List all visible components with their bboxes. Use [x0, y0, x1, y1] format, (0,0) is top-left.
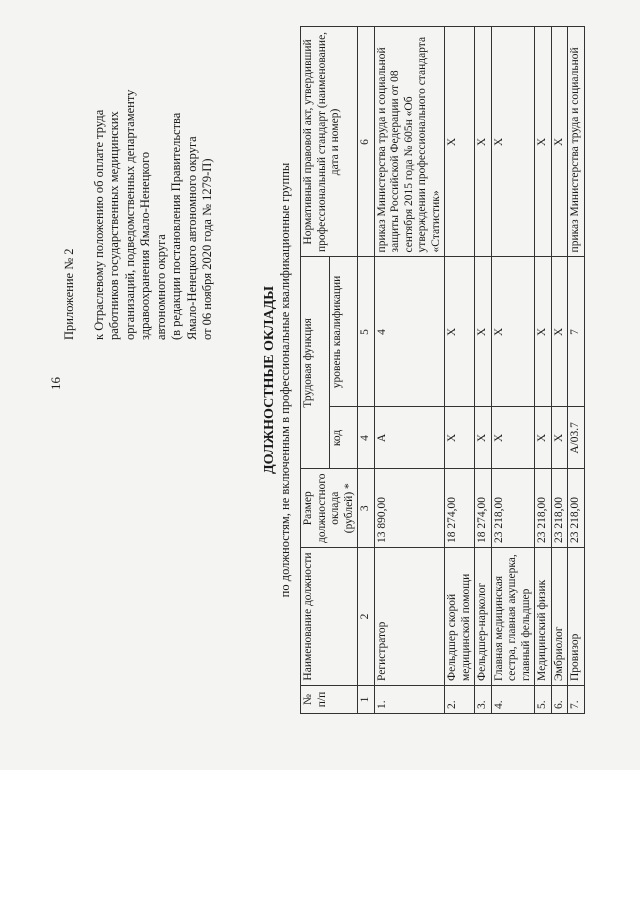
row-act: Х: [491, 27, 535, 257]
row-name: Фельдшер скорой медицинской помощи: [445, 548, 475, 686]
row-salary: 18 274,00: [445, 469, 475, 548]
appendix-line: работников государственных медицинских: [107, 111, 121, 340]
header-qualification: уровень квалификации: [329, 257, 358, 407]
row-num: 1.: [374, 686, 445, 714]
row-act: Х: [535, 27, 552, 257]
row-code: Х: [475, 407, 492, 469]
row-salary: 13 890,00: [374, 469, 445, 548]
row-num: 2.: [445, 686, 475, 714]
row-num: 4.: [491, 686, 535, 714]
appendix-block: [62, 10, 216, 340]
row-level: Х: [475, 257, 492, 407]
row-name: Главная медицинская сестра, главная акушерка, главный фельдшер: [491, 548, 535, 686]
row-level: Х: [491, 257, 535, 407]
table-row: [445, 27, 475, 714]
header-num: № п/п: [301, 686, 358, 714]
appendix-line: автономного округа: [153, 234, 168, 340]
row-name: Медицинский физик: [535, 548, 552, 686]
row-level: Х: [445, 257, 475, 407]
row-code: А/03.7: [568, 407, 585, 469]
appendix-line: здравоохранения Ямало-Ненецкого: [138, 151, 152, 340]
column-number: 1: [358, 686, 375, 714]
row-salary: 23 218,00: [535, 469, 552, 548]
salary-table: [300, 26, 585, 714]
appendix-title: Приложение № 2: [62, 248, 76, 340]
column-number: 2: [358, 548, 375, 686]
row-level: Х: [551, 257, 568, 407]
table-row: [374, 27, 445, 714]
column-number: 6: [358, 27, 375, 257]
header-act: Нормативный правовой акт, утвердивший профессиональный стандарт (наименование, дата и номер): [301, 27, 358, 257]
row-name: Регистратор: [374, 548, 445, 686]
table-row: [475, 27, 492, 714]
table-row: [568, 27, 585, 714]
row-act: приказ Министерства труда и социальной защиты Российской Федерации от 08 сентября 2015 года № 605н «Об утверждении профессионального стандарта «Статистик»: [374, 27, 445, 257]
row-act: Х: [475, 27, 492, 257]
document-heading: ДОЛЖНОСТНЫЕ ОКЛАДЫ: [262, 286, 277, 474]
row-salary: 23 218,00: [551, 469, 568, 548]
table-row: [491, 27, 535, 714]
row-act: Х: [551, 27, 568, 257]
appendix-line: Ямало-Ненецкого автономного округа: [184, 136, 199, 340]
column-number: 3: [358, 469, 375, 548]
row-name: Провизор: [568, 548, 585, 686]
header-labor-function: Трудовая функция: [301, 257, 330, 469]
row-salary: 23 218,00: [491, 469, 535, 548]
row-code: Х: [551, 407, 568, 469]
column-number: 5: [358, 257, 375, 407]
row-code: Х: [445, 407, 475, 469]
row-level: 4: [374, 257, 445, 407]
appendix-line: к Отраслевому положению об оплате труда: [91, 109, 106, 340]
blank-area: [0, 770, 640, 905]
appendix-line: организаций, подведомственных департаменту: [122, 89, 137, 340]
appendix-line: (в редакции постановления Правительства: [169, 112, 183, 340]
row-code: Х: [535, 407, 552, 469]
header-salary: Размер должностного оклада (рублей) *: [301, 469, 358, 548]
row-name: Эмбриолог: [551, 548, 568, 686]
header-code: код: [329, 407, 358, 469]
row-level: Х: [535, 257, 552, 407]
row-salary: 23 218,00: [568, 469, 585, 548]
row-act: приказ Министерства труда и социальной: [568, 27, 585, 257]
row-code: Х: [491, 407, 535, 469]
table-row: [535, 27, 552, 714]
row-salary: 18 274,00: [475, 469, 492, 548]
row-level: 7: [568, 257, 585, 407]
column-number: 4: [358, 407, 375, 469]
document-subheading: по должностям, не включенным в профессиональные квалификационные группы: [278, 162, 292, 598]
row-name: Фельдшер-нарколог: [475, 548, 492, 686]
page-number: 16: [48, 377, 63, 390]
row-code: А: [374, 407, 445, 469]
appendix-line: от 06 ноября 2020 года № 1279-П): [200, 158, 214, 340]
row-num: 5.: [535, 686, 552, 714]
row-num: 3.: [475, 686, 492, 714]
row-num: 7.: [568, 686, 585, 714]
row-num: 6.: [551, 686, 568, 714]
table-row: [551, 27, 568, 714]
header-name: Наименование должности: [301, 548, 358, 686]
row-act: Х: [445, 27, 475, 257]
